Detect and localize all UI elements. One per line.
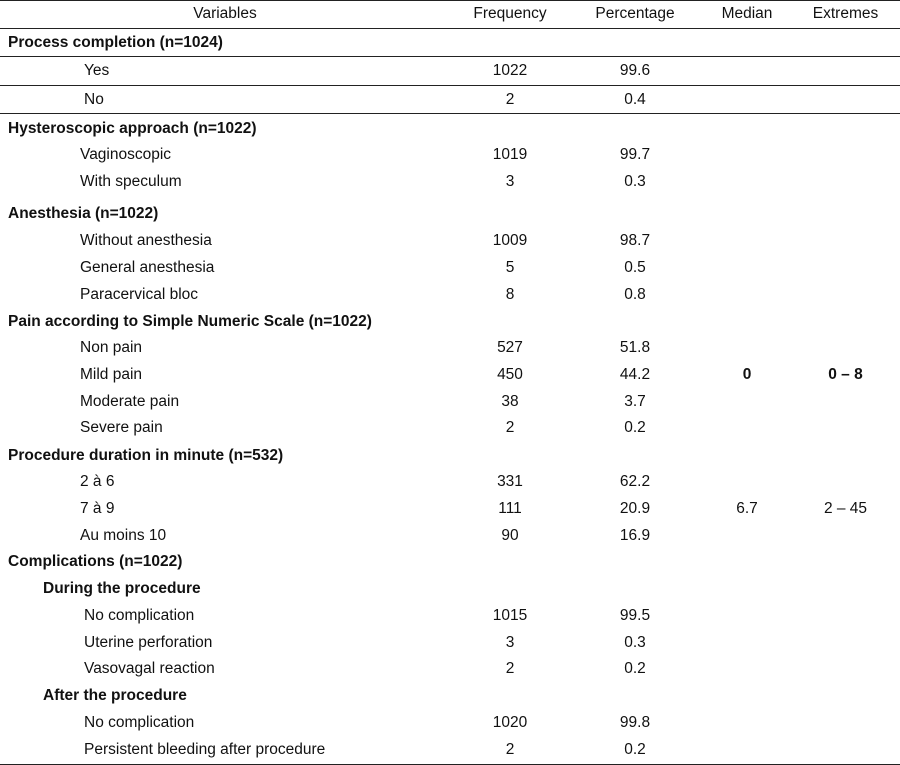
- pain-median: 0: [742, 366, 752, 383]
- header-frequency: Frequency: [473, 5, 547, 22]
- row-label: Without anesthesia: [80, 232, 212, 249]
- header-median: Median: [721, 5, 773, 22]
- row-percentage: 0.4: [624, 91, 646, 108]
- row-percentage: 0.2: [624, 660, 646, 677]
- row-frequency: 3: [505, 173, 515, 190]
- row-label: Mild pain: [80, 366, 143, 383]
- row-frequency: 331: [497, 473, 523, 490]
- header-variables: Variables: [193, 5, 257, 22]
- row-percentage: 62.2: [619, 473, 651, 490]
- table-row: [0, 86, 900, 113]
- header-extremes: Extremes: [812, 5, 879, 22]
- row-label: Vasovagal reaction: [84, 660, 215, 677]
- row-label: No: [84, 91, 104, 108]
- table-row: [0, 709, 900, 736]
- row-percentage: 0.2: [624, 419, 646, 436]
- subsection-title: [0, 682, 900, 709]
- row-percentage: 0.8: [624, 286, 646, 303]
- row-frequency: 90: [501, 527, 519, 544]
- section-title-text: Pain according to Simple Numeric Scale (n=1022): [8, 313, 372, 330]
- row-label: Uterine perforation: [84, 634, 213, 651]
- row-label: With speculum: [80, 173, 182, 190]
- row-percentage: 99.5: [619, 607, 651, 624]
- row-label: No complication: [84, 607, 195, 624]
- table-row: [0, 281, 900, 308]
- row-label: Yes: [84, 62, 110, 79]
- row-frequency: 1015: [492, 607, 528, 624]
- row-label: Persistent bleeding after procedure: [84, 741, 326, 758]
- row-percentage: 44.2: [619, 366, 651, 383]
- section-title: [0, 29, 900, 56]
- row-frequency: 38: [501, 393, 519, 410]
- row-label: Non pain: [80, 339, 143, 356]
- row-frequency: 450: [497, 366, 523, 383]
- subsection-title-text: During the procedure: [43, 580, 201, 597]
- row-frequency: 3: [505, 634, 515, 651]
- section-title-text: Anesthesia (n=1022): [8, 205, 159, 222]
- section-title: [0, 548, 900, 575]
- subsection-title-text: After the procedure: [43, 687, 187, 704]
- table-row: [0, 334, 900, 361]
- table-row: [0, 629, 900, 656]
- row-label: Vaginoscopic: [80, 146, 172, 163]
- row-frequency: 1020: [492, 714, 528, 731]
- section-title-text: Hysteroscopic approach (n=1022): [8, 120, 257, 137]
- table-row: [0, 602, 900, 629]
- row-percentage: 51.8: [619, 339, 651, 356]
- row-frequency: 2: [505, 741, 515, 758]
- row-label: 2 à 6: [80, 473, 115, 490]
- header-percentage: Percentage: [595, 5, 675, 22]
- duration-median: 6.7: [736, 500, 758, 517]
- row-frequency: 5: [505, 259, 515, 276]
- row-frequency: 2: [505, 419, 515, 436]
- table-row: [0, 414, 900, 441]
- row-label: Paracervical bloc: [80, 286, 199, 303]
- section-title-text: Complications (n=1022): [8, 553, 183, 570]
- section-title: [0, 442, 900, 469]
- row-label: Severe pain: [80, 419, 163, 436]
- section-title-text: Process completion (n=1024): [8, 34, 223, 51]
- row-percentage: 99.7: [619, 146, 651, 163]
- row-frequency: 2: [505, 660, 515, 677]
- table-row: [0, 655, 900, 682]
- table-row: [0, 168, 900, 195]
- row-percentage: 3.7: [624, 393, 646, 410]
- row-percentage: 99.8: [619, 714, 651, 731]
- table-row: [0, 57, 900, 84]
- row-label: Au moins 10: [80, 527, 167, 544]
- row-percentage: 20.9: [619, 500, 651, 517]
- table-row: [0, 522, 900, 549]
- row-frequency: 8: [505, 286, 515, 303]
- pain-extremes: 0 – 8: [828, 366, 863, 383]
- row-label: General anesthesia: [80, 259, 215, 276]
- no-row-rule: [0, 113, 900, 114]
- row-percentage: 16.9: [619, 527, 651, 544]
- table-row: [0, 361, 900, 388]
- row-frequency: 1022: [492, 62, 528, 79]
- table-row: [0, 388, 900, 415]
- table-row: [0, 254, 900, 281]
- row-percentage: 99.6: [619, 62, 651, 79]
- subsection-title: [0, 575, 900, 602]
- section-title: [0, 200, 900, 227]
- row-percentage: 98.7: [619, 232, 651, 249]
- duration-extremes: 2 – 45: [823, 500, 868, 517]
- row-frequency: 2: [505, 91, 515, 108]
- row-label: Moderate pain: [80, 393, 180, 410]
- table-row: [0, 141, 900, 168]
- table-row: [0, 227, 900, 254]
- row-label: No complication: [84, 714, 195, 731]
- row-frequency: 1019: [492, 146, 528, 163]
- table-row: [0, 495, 900, 522]
- section-title: [0, 115, 900, 142]
- header-row: [0, 0, 900, 27]
- row-percentage: 0.2: [624, 741, 646, 758]
- row-frequency: 111: [498, 500, 522, 517]
- section-title: [0, 308, 900, 335]
- row-percentage: 0.5: [624, 259, 646, 276]
- section-title-text: Procedure duration in minute (n=532): [8, 447, 284, 464]
- row-label: 7 à 9: [80, 500, 115, 517]
- row-frequency: 527: [497, 339, 523, 356]
- row-frequency: 1009: [492, 232, 528, 249]
- table-row: [0, 468, 900, 495]
- row-percentage: 0.3: [624, 634, 646, 651]
- table-row: [0, 736, 900, 763]
- row-percentage: 0.3: [624, 173, 646, 190]
